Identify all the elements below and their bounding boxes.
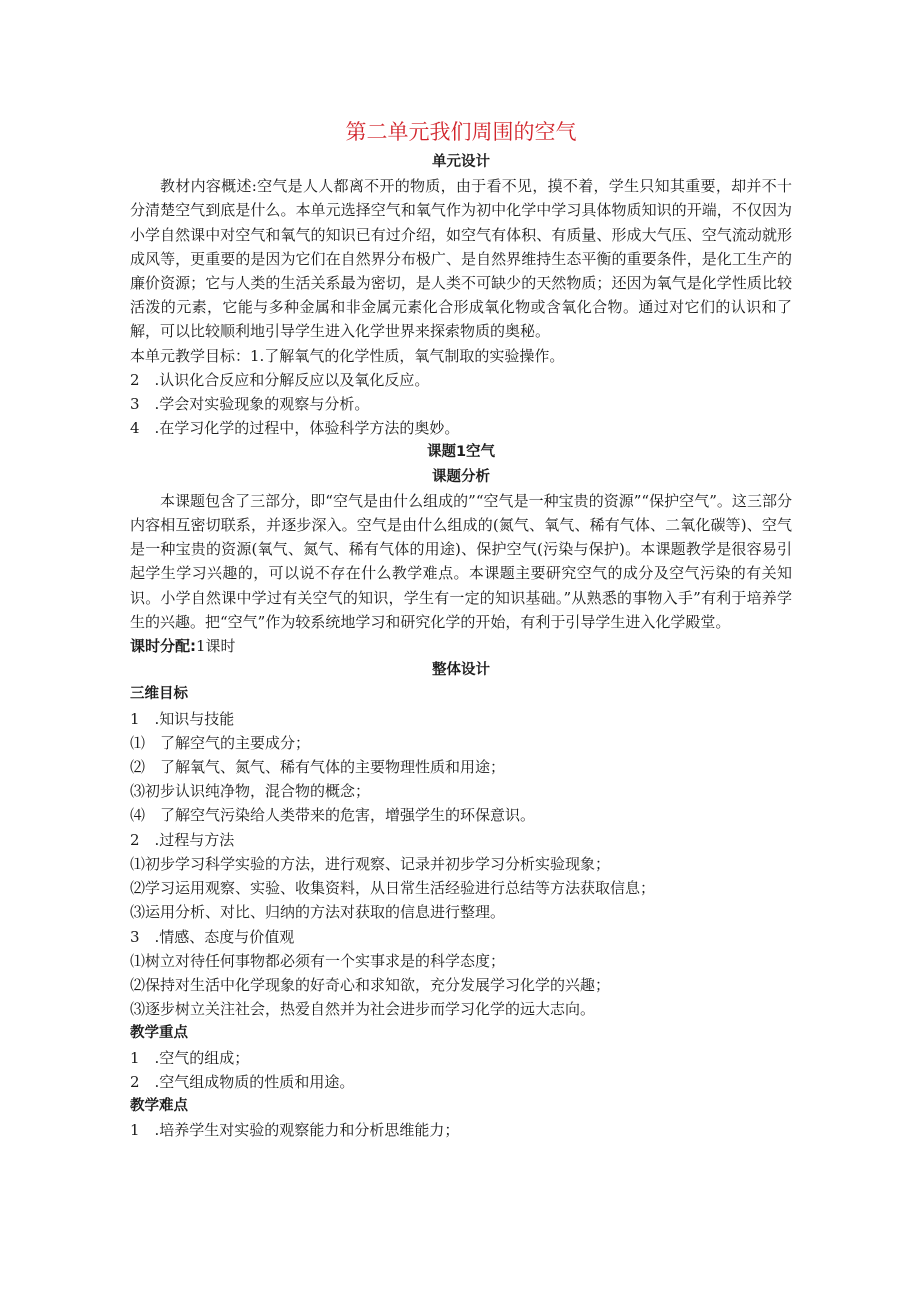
lesson-heading: 课题1空气: [426, 444, 496, 461]
unit-goal-line: 2 .认识化合反应和分解反应以及氧化反应。: [130, 370, 430, 389]
goal-line: ⑵ 了解氧气、氮气、稀有气体的主要物理性质和用途；: [130, 758, 506, 777]
overall-design-heading: 整体设计: [432, 662, 490, 679]
lesson-analysis-paragraph: 本课题包含了三部分，即“空气是由什么组成的”“空气是一种宝贵的资源”“保护空气”。这三部分内容相互密切联系，并逐步深入。空气是由什么组成的(氮气、氧气、稀有气体、二氧化碳等)、空气是一种宝贵的资源(氧气、氮气、稀有气体的用途)、保护空气(污染与保护)。本课题教学是很容易引起学生学习兴趣的，可以说不存在什么教学难点。本课题主要研究空气的成分及空气污染的有关知识。小学自然课中学过有关空气的知识，学生有一定的知识基础。”从熟悉的事物入手”有利于培养学生的兴趣。把“空气”作为较系统地学习和研究化学的开始，有利于引导学生进入化学殿堂。: [130, 491, 792, 631]
goal-line: 3 .情感、态度与价值观: [130, 927, 295, 946]
goal-line: 2 .过程与方法: [130, 830, 235, 849]
document-page: [130, 118, 792, 1142]
goal-line: ⑵保持对生活中化学现象的好奇心和求知欲，充分发展学习化学的兴趣；: [130, 975, 611, 994]
class-hours-line: [130, 634, 792, 658]
goal-line: ⑷ 了解空气污染给人类带来的危害，增强学生的环保意识。: [130, 806, 536, 825]
goal-line: ⑶初步认识纯净物，混合物的概念；: [130, 782, 371, 801]
class-hours-label: 课时分配:: [130, 637, 196, 656]
difficulties-heading: 教学难点: [130, 1097, 188, 1114]
goal-line: ⑵学习运用观察、实验、收集资料，从日常生活经验进行总结等方法获取信息；: [130, 879, 656, 898]
class-hours-value: 1课时: [196, 637, 236, 656]
lesson-analysis-heading: 课题分析: [432, 468, 490, 485]
unit-goal-line: 4 .在学习化学的过程中，体验科学方法的奥妙。: [130, 419, 460, 438]
goal-line: ⑶逐步树立关注社会，热爱自然并为社会进步而学习化学的远大志向。: [130, 1000, 596, 1019]
goal-line: ⑴ 了解空气的主要成分；: [130, 733, 311, 752]
overview-paragraph: 教材内容概述:空气是人人都离不开的物质，由于看不见，摸不着，学生只知其重要，却并不十分清楚空气到底是什么。本单元选择空气和氧气作为初中化学中学习具体物质知识的开端，不仅因为小学自然课中对空气和氧气的知识已有过介绍，如空气有体积、有质量、形成大气压、空气流动就形成风等，更重要的是因为它们在自然界分布极广、是自然界维持生态平衡的重要条件，是化工生产的廉价资源；它与人类的生活关系最为密切，是人类不可缺少的天然物质；还因为氧气是化学性质比较活泼的元素，它能与多种金属和非金属元素化合形成氧化物或含氧化合物。通过对它们的认识和了解，可以比较顺利地引导学生进入化学世界来探索物质的奥秘。: [130, 177, 792, 341]
document-title: 第二单元我们周围的空气: [345, 120, 577, 144]
goal-line: ⑶运用分析、对比、归纳的方法对获取的信息进行整理。: [130, 903, 506, 922]
unit-goal-line: 3 .学会对实验现象的观察与分析。: [130, 395, 370, 414]
unit-design-heading: 单元设计: [432, 154, 490, 170]
difficulty-line: 1 .培养学生对实验的观察能力和分析思维能力；: [130, 1121, 460, 1140]
key-point-line: 1 .空气的组成；: [130, 1048, 250, 1067]
three-goals-heading: 三维目标: [130, 686, 188, 703]
goal-line: 1 .知识与技能: [130, 709, 235, 728]
key-point-line: 2 .空气组成物质的性质和用途。: [130, 1072, 355, 1091]
goal-line: ⑴初步学习科学实验的方法，进行观察、记录并初步学习分析实验现象；: [130, 854, 611, 873]
goal-line: ⑴树立对待任何事物都必须有一个实事求是的科学态度；: [130, 951, 506, 970]
unit-goal-line: 本单元教学目标：1.了解氧气的化学性质，氧气制取的实验操作。: [130, 346, 565, 365]
key-points-heading: 教学重点: [130, 1025, 188, 1042]
